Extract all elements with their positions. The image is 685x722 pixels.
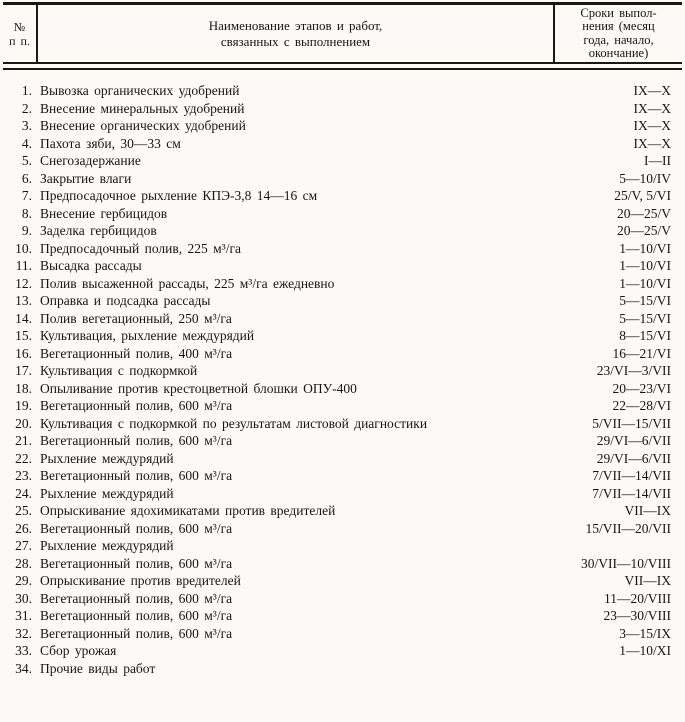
- table-row: [2, 345, 671, 363]
- row-dates: 1—10/VI: [619, 258, 671, 273]
- row-number: 33.: [15, 643, 32, 658]
- row-number: 17.: [15, 363, 32, 378]
- row-dates: 7/VII—14/VII: [592, 468, 671, 483]
- row-dates: 1—10/VI: [619, 240, 671, 256]
- row-work-name: Опрыскивание ядохимикатами против вредителей: [40, 503, 336, 518]
- table-row: [2, 415, 671, 433]
- table-row: [2, 257, 671, 275]
- table-row: [2, 152, 671, 170]
- row-work-name: Внесение гербицидов: [40, 205, 168, 221]
- row-work-name: Вегетационный полив, 600 м³/га: [40, 590, 233, 606]
- row-work-name: Закрытие влаги: [40, 170, 132, 186]
- row-number: 20.: [15, 415, 32, 431]
- row-work-name: Вегетационный полив, 600 м³/га: [40, 468, 233, 483]
- row-dates: IX—X: [633, 83, 671, 98]
- row-dates: 1—10/XI: [619, 643, 671, 658]
- table-row: [2, 222, 671, 240]
- row-number: 1.: [21, 83, 32, 98]
- row-dates: 5—15/VI: [619, 293, 671, 308]
- table-row: [2, 117, 671, 135]
- row-number: 34.: [15, 660, 32, 676]
- table-row: [2, 170, 671, 188]
- row-number: 8.: [21, 205, 32, 221]
- row-work-name: Предпосадочный полив, 225 м³/га: [40, 240, 241, 256]
- row-number: 13.: [15, 293, 32, 308]
- row-work-name: Рыхление междурядий: [40, 538, 174, 553]
- row-dates: 15/VII—20/VII: [585, 520, 671, 536]
- row-number: 12.: [15, 275, 32, 291]
- row-dates: 29/VI—6/VII: [596, 450, 671, 466]
- row-work-name: Полив вегетационный, 250 м³/га: [40, 310, 232, 326]
- row-work-name: Культивация, рыхление междурядий: [40, 328, 255, 343]
- row-work-name: Прочие виды работ: [40, 660, 156, 676]
- row-number: 19.: [15, 398, 32, 413]
- row-dates: VII—IX: [624, 573, 671, 588]
- row-number: 22.: [15, 450, 32, 466]
- header-col-number: [3, 5, 38, 62]
- row-number: 21.: [15, 433, 32, 448]
- table-header: [3, 5, 682, 62]
- row-dates: IX—X: [633, 100, 671, 116]
- table-row: [2, 205, 671, 223]
- row-work-name: Предпосадочное рыхление КПЭ-3,8 14—16 см: [40, 188, 318, 203]
- table-row: [2, 100, 671, 118]
- row-dates: 11—20/VIII: [604, 590, 671, 606]
- header-dates-line-4: окончание): [588, 46, 649, 60]
- table-row: [2, 502, 671, 520]
- table-row: [2, 82, 671, 100]
- table-row: [2, 310, 671, 328]
- table-row: [2, 485, 671, 503]
- row-number: 16.: [15, 345, 32, 361]
- table-row: [2, 467, 671, 485]
- row-dates: 25/V, 5/VI: [614, 188, 671, 203]
- row-number: 15.: [15, 328, 32, 343]
- row-work-name: Высадка рассады: [40, 258, 142, 273]
- table-row: [2, 135, 671, 153]
- table-row: [2, 572, 671, 590]
- row-work-name: Рыхление междурядий: [40, 485, 174, 501]
- table-body: [0, 70, 685, 677]
- row-work-name: Рыхление междурядий: [40, 450, 174, 466]
- header-name-line-2: связанных с выполнением: [220, 33, 371, 49]
- header-dates-line-3: года, начало,: [583, 32, 654, 47]
- row-work-name: Заделка гербицидов: [40, 223, 157, 238]
- row-work-name: Вегетационный полив, 600 м³/га: [40, 433, 233, 448]
- row-number: 26.: [15, 520, 32, 536]
- table-row: [2, 397, 671, 415]
- row-work-name: Полив высаженной рассады, 225 м³/га ежедневно: [40, 275, 335, 291]
- row-work-name: Опрыскивание против вредителей: [40, 573, 241, 588]
- header-divider-rule: [3, 62, 682, 70]
- row-work-name: Вывозка органических удобрений: [40, 83, 240, 98]
- table-row: [2, 642, 671, 660]
- row-dates: 7/VII—14/VII: [592, 485, 671, 501]
- row-work-name: Оправка и подсадка рассады: [40, 293, 211, 308]
- row-number: 9.: [21, 223, 32, 238]
- row-number: 11.: [15, 258, 32, 273]
- row-number: 24.: [15, 485, 32, 501]
- header-number-line-2: п п.: [9, 33, 30, 48]
- row-dates: 5—15/VI: [619, 310, 671, 326]
- row-dates: IX—X: [633, 135, 671, 151]
- row-number: 2.: [21, 100, 32, 116]
- row-number: 5.: [21, 153, 32, 168]
- row-number: 29.: [15, 573, 32, 588]
- row-dates: 29/VI—6/VII: [596, 433, 671, 448]
- table-row: [2, 625, 671, 643]
- row-dates: 20—23/VI: [612, 380, 671, 396]
- row-dates: IX—X: [633, 118, 671, 133]
- table-row: [2, 450, 671, 468]
- table-row: [2, 187, 671, 205]
- header-dates-line-2: нения (месяц: [582, 19, 655, 33]
- header-name-line-1: Наименование этапов и работ,: [208, 17, 383, 33]
- header-col-work-name: [38, 5, 555, 62]
- table-row: [2, 590, 671, 608]
- row-dates: 1—10/VI: [619, 275, 671, 291]
- row-work-name: Вегетационный полив, 600 м³/га: [40, 608, 233, 623]
- row-number: 3.: [21, 118, 32, 133]
- row-work-name: Вегетационный полив, 400 м³/га: [40, 345, 233, 361]
- row-dates: I—II: [644, 153, 671, 168]
- table-row: [2, 275, 671, 293]
- row-work-name: Вегетационный полив, 600 м³/га: [40, 520, 233, 536]
- row-work-name: Культивация с подкормкой по результатам листовой диагностики: [40, 415, 428, 431]
- row-work-name: Вегетационный полив, 600 м³/га: [40, 625, 233, 641]
- row-dates: 3—15/IX: [619, 625, 671, 641]
- table-row: [2, 555, 671, 573]
- row-number: 30.: [15, 590, 32, 606]
- table-row: [2, 432, 671, 450]
- row-number: 23.: [15, 468, 32, 483]
- row-dates: 20—25/V: [617, 223, 671, 238]
- row-number: 31.: [15, 608, 32, 623]
- row-work-name: Сбор урожая: [40, 643, 117, 658]
- row-number: 14.: [15, 310, 32, 326]
- header-col-dates: [555, 5, 682, 62]
- table-row: [2, 240, 671, 258]
- row-work-name: Вегетационный полив, 600 м³/га: [40, 398, 233, 413]
- row-number: 18.: [15, 380, 32, 396]
- row-dates: 20—25/V: [617, 205, 671, 221]
- table-row: [2, 660, 671, 678]
- table-row: [2, 292, 671, 310]
- row-dates: 22—28/VI: [612, 398, 671, 413]
- row-work-name: Внесение минеральных удобрений: [40, 100, 245, 116]
- row-dates: 23—30/VIII: [603, 608, 671, 623]
- table-row: [2, 607, 671, 625]
- row-number: 6.: [21, 170, 32, 186]
- row-number: 7.: [21, 188, 32, 203]
- table-row: [2, 520, 671, 538]
- table-row: [2, 327, 671, 345]
- row-number: 10.: [15, 240, 32, 256]
- row-dates: 8—15/VI: [619, 328, 671, 343]
- row-work-name: Культивация с подкормкой: [40, 363, 198, 378]
- row-dates: VII—IX: [624, 503, 671, 518]
- row-dates: 23/VI—3/VII: [596, 363, 671, 378]
- row-number: 28.: [15, 555, 32, 571]
- row-dates: 5/VII—15/VII: [592, 415, 671, 431]
- row-work-name: Вегетационный полив, 600 м³/га: [40, 555, 233, 571]
- row-work-name: Внесение органических удобрений: [40, 118, 246, 133]
- row-number: 32.: [15, 625, 32, 641]
- row-work-name: Пахота зяби, 30—33 см: [40, 135, 181, 151]
- row-dates: 5—10/IV: [619, 170, 671, 186]
- row-number: 4.: [21, 135, 32, 151]
- table-row: [2, 362, 671, 380]
- table-row: [2, 380, 671, 398]
- header-dates-line-1: Сроки выпол-: [580, 5, 657, 20]
- row-work-name: Опыливание против крестоцветной блошки ОПУ-400: [40, 380, 357, 396]
- header-number-line-1: №: [13, 19, 26, 34]
- row-dates: 16—21/VI: [612, 345, 671, 361]
- row-number: 25.: [15, 503, 32, 518]
- row-dates: 30/VII—10/VIII: [581, 555, 671, 571]
- table-row: [2, 537, 671, 555]
- row-work-name: Снегозадержание: [40, 153, 141, 168]
- row-number: 27.: [15, 538, 32, 553]
